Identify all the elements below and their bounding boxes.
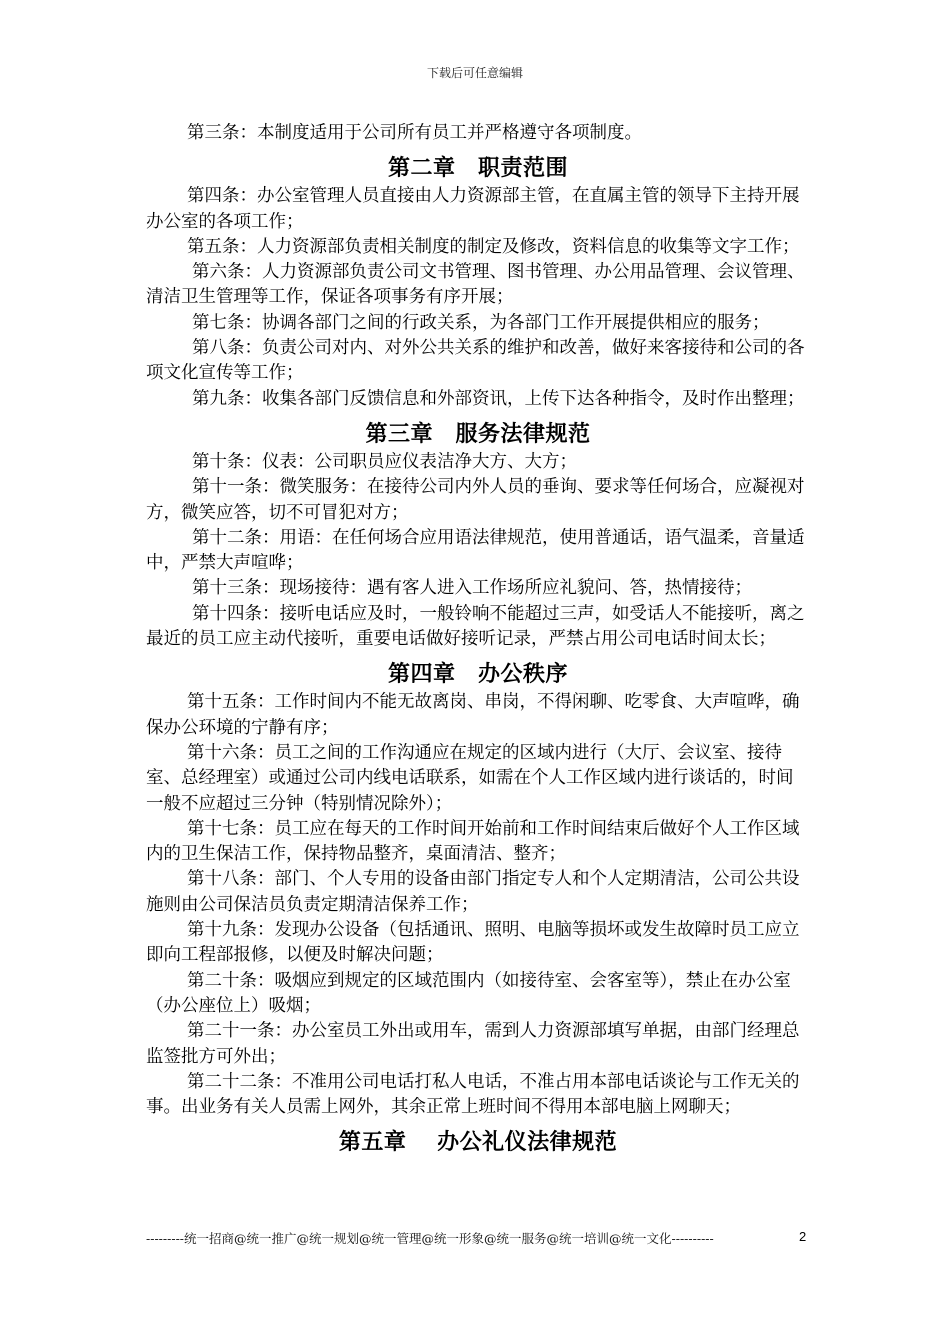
article-paragraph: 第二十条：吸烟应到规定的区域范围内（如接待室、会客室等），禁止在办公室（办公座位上）吸烟； xyxy=(146,970,791,1016)
footer-slogan: ---------统一招商@统一推广@统一规划@统一管理@统一形象@统一服务@统一培训@统一文化---------- xyxy=(146,1231,714,1246)
article-paragraph: 第十七条：员工应在每天的工作时间开始前和工作时间结束后做好个人工作区域内的卫生保洁工作，保持物品整齐，桌面清洁、整齐； xyxy=(146,818,800,865)
document-body xyxy=(146,121,810,1158)
page-number: 2 xyxy=(799,1229,807,1244)
article-paragraph: 第十四条：接听电话应及时，一般铃响不能超过三声，如受话人不能接听，离之最近的员工应主动代接听，重要电话做好接听记录，严禁占用公司电话时间太长； xyxy=(146,603,805,650)
article-paragraph: 第六条：人力资源部负责公司文书管理、图书管理、办公用品管理、会议管理、清洁卫生管理等工作，保证各项事务有序开展； xyxy=(146,262,805,308)
article-paragraph: 第十五条：工作时间内不能无故离岗、串岗，不得闲聊、吃零食、大声喧哗，确保办公环境的宁静有序； xyxy=(146,692,800,738)
article-paragraph: 第七条：协调各部门之间的行政关系，为各部门工作开展提供相应的服务； xyxy=(192,312,770,333)
chapter-heading: 第五章 办公礼仪法律规范 xyxy=(338,1130,618,1156)
chapter-heading: 第二章 职责范围 xyxy=(387,156,568,182)
article-paragraph: 第四条：办公室管理人员直接由人力资源部主管，在直属主管的领导下主持开展办公室的各项工作； xyxy=(146,186,800,232)
article-paragraph: 第八条：负责公司对内、对外公共关系的维护和改善，做好来客接待和公司的各项文化宣传等工作； xyxy=(146,338,805,384)
article-paragraph: 第十九条：发现办公设备（包括通讯、照明、电脑等损坏或发生故障时员工应立即向工程部报修，以便及时解决问题； xyxy=(146,920,800,966)
article-paragraph: 第二十二条：不准用公司电话打私人电话，不准占用本部电话谈论与工作无关的事。出业务有关人员需上网外，其余正常上班时间不得用本部电脑上网聊天； xyxy=(146,1071,800,1118)
article-paragraph: 第十一条：微笑服务：在接待公司内外人员的垂询、要求等任何场合，应凝视对方，微笑应答，切不可冒犯对方； xyxy=(146,477,805,523)
article-paragraph: 第三条：本制度适用于公司所有员工并严格遵守各项制度。 xyxy=(187,123,642,143)
article-paragraph: 第十二条：用语：在任何场合应用语法律规范，使用普通话，语气温柔，音量适中，严禁大声喧哗； xyxy=(146,527,805,574)
article-paragraph: 第五条：人力资源部负责相关制度的制定及修改，资料信息的收集等文字工作； xyxy=(187,236,800,257)
article-paragraph: 第九条：收集各部门反馈信息和外部资讯，上传下达各种指令，及时作出整理； xyxy=(192,388,805,409)
header-note: 下载后可任意编辑 xyxy=(426,66,523,80)
chapter-heading: 第四章 办公秩序 xyxy=(387,662,568,688)
chapter-heading: 第三章 服务法律规范 xyxy=(365,421,591,447)
article-paragraph: 第十八条：部门、个人专用的设备由部门指定专人和个人定期清洁，公司公共设施则由公司保洁员负责定期清洁保养工作； xyxy=(146,869,800,915)
article-paragraph: 第十条：仪表：公司职员应仪表洁净大方、大方； xyxy=(192,451,577,472)
article-paragraph: 第十六条：员工之间的工作沟通应在规定的区域内进行（大厅、会议室、接待室、总经理室）或通过公司内线电话联系，如需在个人工作区域内进行谈话的，时间一般不应超过三分钟（特别情况除外）； xyxy=(146,742,794,814)
article-paragraph: 第二十一条：办公室员工外出或用车，需到人力资源部填写单据，由部门经理总监签批方可外出； xyxy=(146,1021,800,1067)
article-paragraph: 第十三条：现场接待：遇有客人进入工作场所应礼貌问、答，热情接待； xyxy=(192,578,752,599)
